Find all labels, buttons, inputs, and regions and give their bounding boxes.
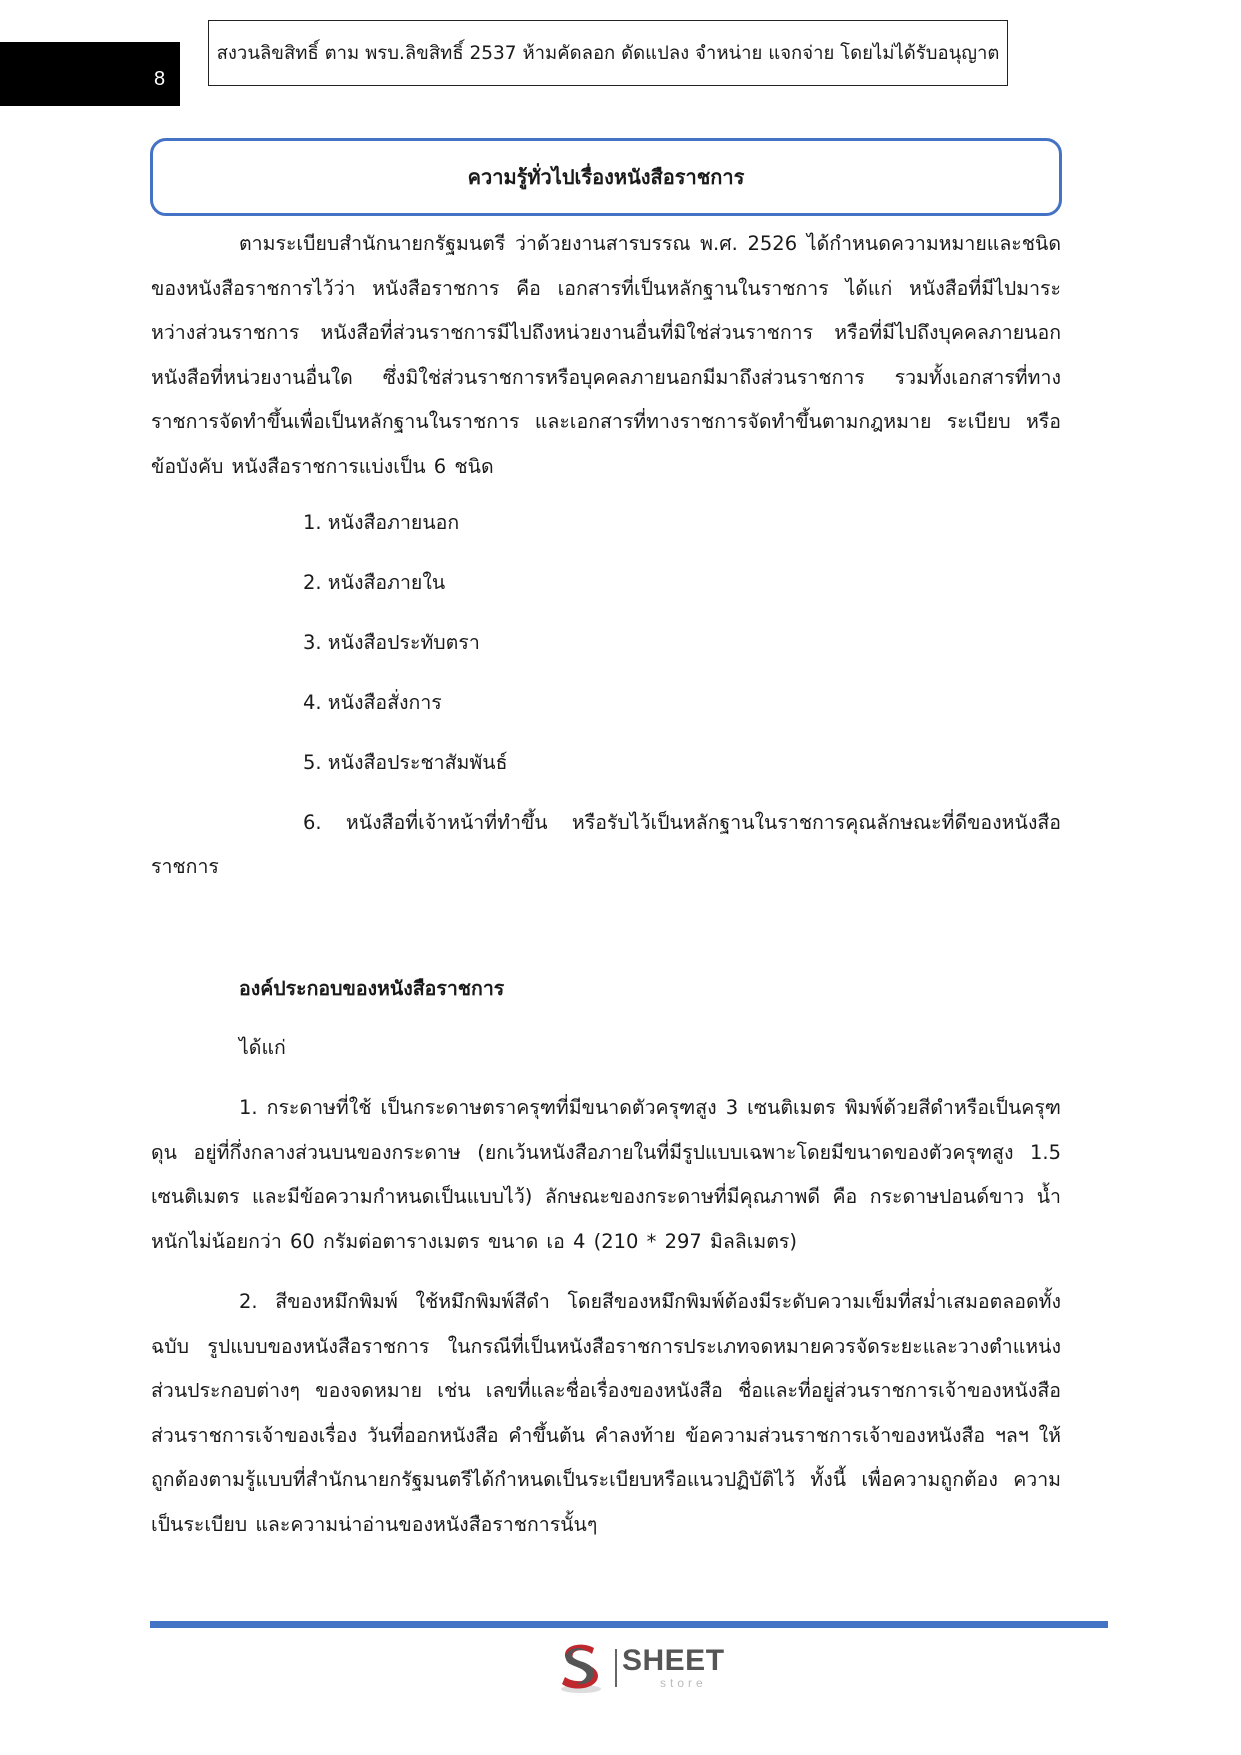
logo-subword: store	[660, 1676, 707, 1690]
copyright-notice-box	[208, 20, 1008, 86]
sheet-store-s-logo-icon	[556, 1640, 606, 1694]
list-item: 5. หนังสือประชาสัมพันธ์	[303, 751, 508, 774]
component-item-ink: 2. สีของหมึกพิมพ์ ใช้หมึกพิมพ์สีดำ โดยสีของหมึกพิมพ์ต้องมีระดับความเข็มที่สม่ำเสมอตลอดทั้งฉบับ รูปแบบของหนังสือราชการ ในกรณีที่เป็นหนังสือราชการประเภทจดหมายควรจัดระยะและวางตำแหน่งส่วนประกอบต่างๆ ของจดหมาย เช่น เลขที่และชื่อเรื่องของหนังสือ ชื่อและที่อยู่ส่วนราชการเจ้าของหนังสือ ส่วนราชการเจ้าของเรื่อง วันที่ออกหนังสือ คำขึ้นต้น คำลงท้าย ข้อความส่วนราชการเจ้าของหนังสือ ฯลฯ ให้ถูกต้องตามรู้แบบที่สำนักนายกรัฐมนตรีได้กำหนดเป็นระเบียบหรือแนวปฏิบัติไว้ ทั้งนี้ เพื่อความถูกต้อง ความเป็นระเบียบ และความน่าอ่านของหนังสือราชการนั้นๆ	[151, 1290, 1061, 1536]
list-item: 1. หนังสือภายนอก	[303, 511, 460, 534]
intro-paragraph: ตามระเบียบสำนักนายกรัฐมนตรี ว่าด้วยงานสารบรรณ พ.ศ. 2526 ได้กำหนดความหมายและชนิดของหนังสือราชการไว้ว่า หนังสือราชการ คือ เอกสารที่เป็นหลักฐานในราชการ ได้แก่ หนังสือที่มีไปมาระหว่างส่วนราชการ หนังสือที่ส่วนราชการมีไปถึงหน่วยงานอื่นที่มิใช่ส่วนราชการ หรือที่มีไปถึงบุคคลภายนอก หนังสือที่หน่วยงานอื่นใด ซึ่งมิใช่ส่วนราชการหรือบุคคลภายนอกมีมาถึงส่วนราชการ รวมทั้งเอกสารที่ทางราชการจัดทำขึ้นเพื่อเป็นหลักฐานในราชการ และเอกสารที่ทางราชการจัดทำขึ้นตามกฎหมาย ระเบียบ หรือข้อบังคับ หนังสือราชการแบ่งเป็น 6 ชนิด	[151, 232, 1061, 478]
page-number: 8	[154, 68, 166, 90]
section-heading: องค์ประกอบของหนังสือราชการ	[239, 977, 505, 1000]
section-subheading: ได้แก่	[239, 1035, 286, 1059]
logo-divider	[615, 1649, 617, 1687]
page-number-tab	[0, 42, 180, 106]
document-body	[151, 222, 1061, 1547]
list-item: 2. หนังสือภายใน	[303, 571, 446, 594]
page-title: ความรู้ทั่วไปเรื่องหนังสือราชการ	[467, 165, 745, 189]
component-item-paper: 1. กระดาษที่ใช้ เป็นกระดาษตราครุฑที่มีขนาดตัวครุฑสูง 3 เซนติเมตร พิมพ์ด้วยสีดำหรือเป็นครุฑดุน อยู่ที่กึ่งกลางส่วนบนของกระดาษ (ยกเว้นหนังสือภายในที่มีรูปแบบเฉพาะโดยมีขนาดของตัวครุฑสูง 1.5 เซนติเมตร และมีข้อความกำหนดเป็นแบบไว้) ลักษณะของกระดาษที่มีคุณภาพดี คือ กระดาษปอนด์ขาว น้ำหนักไม่น้อยกว่า 60 กรัมต่อตารางเมตร ขนาด เอ 4 (210 * 297 มิลลิเมตร)	[151, 1096, 1061, 1253]
list-item: 4. หนังสือสั่งการ	[303, 691, 442, 714]
sheet-store-logo	[556, 1640, 726, 1696]
logo-word: SHEET	[622, 1644, 725, 1677]
list-item: 6. หนังสือที่เจ้าหน้าที่ทำขึ้น หรือรับไว้เป็นหลักฐานในราชการคุณลักษณะที่ดีของหนังสือราชการ	[151, 811, 1061, 878]
list-item: 3. หนังสือประทับตรา	[303, 631, 480, 654]
copyright-notice: สงวนลิขสิทธิ์ ตาม พรบ.ลิขสิทธิ์ 2537 ห้ามคัดลอก ดัดแปลง จำหน่าย แจกจ่าย โดยไม่ได้รับอนุญาต	[216, 42, 1000, 64]
document-types-list	[151, 501, 1061, 889]
section-title-box	[150, 138, 1062, 216]
footer-divider	[150, 1621, 1108, 1628]
